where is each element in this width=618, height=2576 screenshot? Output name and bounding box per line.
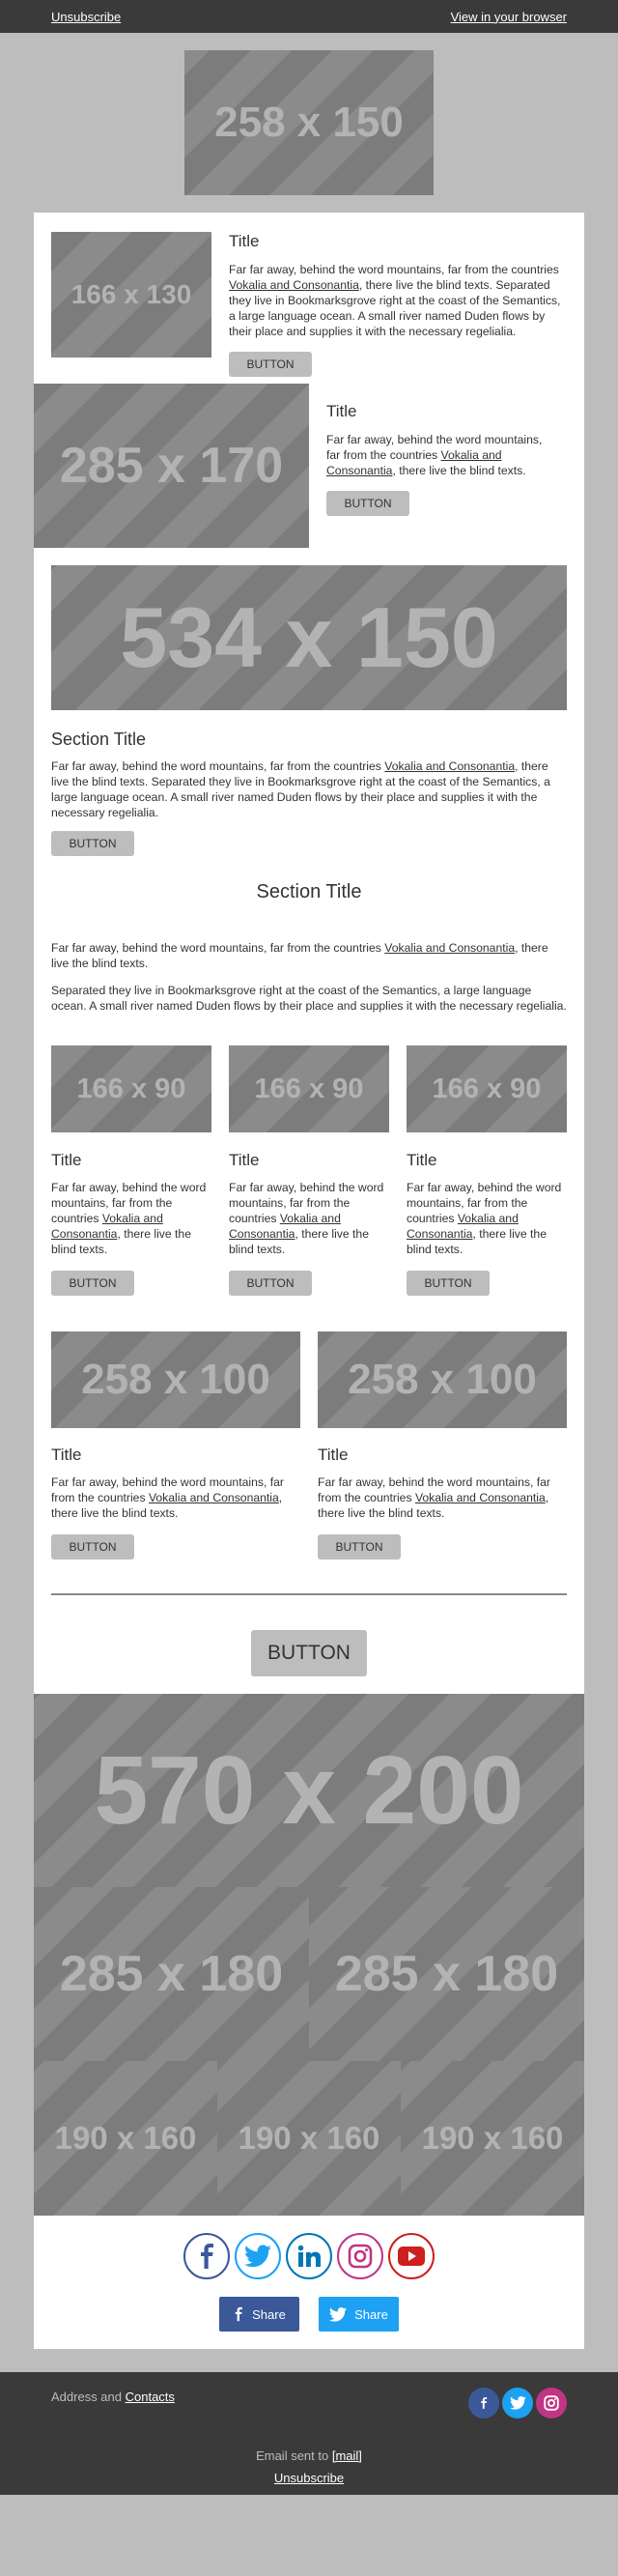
- block3-title: Section Title: [51, 730, 147, 749]
- content-block-3: [34, 548, 584, 856]
- twitter-share-label: Share: [354, 2306, 388, 2322]
- view-in-browser-link[interactable]: View in your browser: [450, 9, 567, 24]
- column-title: Title: [51, 1445, 82, 1464]
- column-image: 166 x 90: [229, 1045, 389, 1132]
- column-card: [51, 1045, 211, 1296]
- block2-link[interactable]: Vokalia and Consonantia: [326, 448, 502, 477]
- text-section: [34, 856, 584, 1014]
- email-sent-note: Email sent to [mail]: [256, 2448, 362, 2463]
- content-block-1: [34, 213, 584, 377]
- footer-social: [468, 2388, 567, 2419]
- mail-link[interactable]: [mail]: [331, 2448, 362, 2463]
- footer-unsubscribe: [0, 2471, 618, 2485]
- column-text: Far far away, behind the word mountains, far from the countries Vokalia and Consonantia, there live the blind texts.: [51, 1181, 207, 1256]
- column-text: Far far away, behind the word mountains, far from the countries Vokalia and Consonantia, there live the blind texts.: [318, 1475, 550, 1520]
- column-image: 166 x 90: [407, 1045, 567, 1132]
- image-gallery: [34, 1694, 584, 2216]
- share-buttons: [34, 2279, 584, 2349]
- main-cta-button[interactable]: BUTTON: [251, 1630, 367, 1676]
- facebook-share-label: Share: [252, 2306, 286, 2322]
- facebook-share-button[interactable]: [219, 2297, 299, 2332]
- section-paragraph-2: Separated they live in Bookmarksgrove right at the coast of the Semantics, a large language ocean. A small river named Duden flows by their place and supplies it with the necessary regelialia.: [51, 984, 567, 1013]
- block2-text: Far far away, behind the word mountains, far from the countries Vokalia and Consonantia, there live the blind texts.: [326, 433, 543, 477]
- column-text: Far far away, behind the word mountains, far from the countries Vokalia and Consonantia, there live the blind texts.: [407, 1181, 562, 1256]
- column-button[interactable]: BUTTON: [407, 1271, 490, 1296]
- column-card: [51, 1331, 300, 1560]
- column-image: 258 x 100: [51, 1331, 300, 1428]
- column-image: 166 x 90: [51, 1045, 211, 1132]
- gallery-image: 285 x 180: [309, 1887, 584, 2061]
- twitter-icon[interactable]: [502, 2388, 533, 2419]
- block3-text: Far far away, behind the word mountains, far from the countries Vokalia and Consonantia, there live the blind texts. Separated they live in Bookmarksgrove right at the coast of the Semantics, a large language ocean. A small river named Duden flows by their place and supplies it with the necessary regelialia.: [51, 759, 550, 819]
- column-button[interactable]: BUTTON: [51, 1534, 134, 1560]
- column-link[interactable]: Vokalia and Consonantia: [407, 1212, 519, 1241]
- block1-button[interactable]: BUTTON: [229, 352, 312, 377]
- top-bar: [0, 0, 618, 33]
- block2-title: Title: [326, 402, 357, 420]
- section-title: Section Title: [256, 881, 362, 902]
- contacts-link[interactable]: Contacts: [125, 2390, 175, 2404]
- hero-image: 258 x 150: [184, 50, 434, 195]
- youtube-icon[interactable]: [388, 2233, 435, 2279]
- unsubscribe-link[interactable]: Unsubscribe: [51, 9, 122, 24]
- twitter-icon[interactable]: [235, 2233, 281, 2279]
- column-image: 258 x 100: [318, 1331, 567, 1428]
- block3-button[interactable]: BUTTON: [51, 831, 134, 856]
- hero: [0, 33, 618, 213]
- column-title: Title: [51, 1151, 82, 1169]
- column-link[interactable]: Vokalia and Consonantia: [148, 1491, 279, 1504]
- facebook-icon: [233, 2305, 244, 2323]
- column-button[interactable]: BUTTON: [229, 1271, 312, 1296]
- block2-image: 285 x 170: [34, 384, 309, 548]
- block3-link[interactable]: Vokalia and Consonantia: [384, 759, 516, 773]
- column-title: Title: [229, 1151, 260, 1169]
- block1-title: Title: [229, 232, 260, 250]
- gallery-image: 190 x 160: [34, 2061, 217, 2216]
- block1-image: 166 x 130: [51, 232, 211, 358]
- block1-text: Far far away, behind the word mountains, far from the countries Vokalia and Consonantia, there live the blind texts. Separated they live in Bookmarksgrove right at the coast of the Semantics, a large language ocean. A small river named Duden flows by their place and supplies it with the necessary regelialia.: [229, 263, 561, 338]
- linkedin-icon[interactable]: [286, 2233, 332, 2279]
- instagram-icon[interactable]: [536, 2388, 567, 2419]
- instagram-icon[interactable]: [337, 2233, 383, 2279]
- column-button[interactable]: BUTTON: [318, 1534, 401, 1560]
- column-card: [318, 1331, 567, 1560]
- block3-image: 534 x 150: [51, 565, 567, 710]
- section-paragraph-1: Far far away, behind the word mountains, far from the countries Vokalia and Consonantia, there live the blind texts.: [51, 941, 548, 970]
- gallery-image: 190 x 160: [217, 2061, 401, 2216]
- content-block-2: [34, 377, 584, 548]
- gallery-image: 285 x 180: [34, 1887, 309, 2061]
- column-button[interactable]: BUTTON: [51, 1271, 134, 1296]
- section-link[interactable]: Vokalia and Consonantia: [384, 941, 516, 955]
- column-title: Title: [318, 1445, 349, 1464]
- column-title: Title: [407, 1151, 437, 1169]
- three-column-row: [34, 1045, 584, 1296]
- block1-link[interactable]: Vokalia and Consonantia: [229, 278, 359, 292]
- column-link[interactable]: Vokalia and Consonantia: [51, 1212, 163, 1241]
- column-card: [229, 1045, 389, 1296]
- column-text: Far far away, behind the word mountains, far from the countries Vokalia and Consonantia, there live the blind texts.: [51, 1475, 284, 1520]
- column-card: [407, 1045, 567, 1296]
- facebook-icon[interactable]: [468, 2388, 499, 2419]
- twitter-icon: [329, 2307, 347, 2322]
- email-body: [34, 213, 584, 2349]
- facebook-icon[interactable]: [183, 2233, 230, 2279]
- twitter-share-button[interactable]: [319, 2297, 399, 2332]
- block2-button[interactable]: BUTTON: [326, 491, 409, 516]
- gallery-image: 190 x 160: [401, 2061, 584, 2216]
- footer: [0, 2372, 618, 2495]
- social-links: [34, 2216, 584, 2279]
- column-text: Far far away, behind the word mountains, far from the countries Vokalia and Consonantia, there live the blind texts.: [229, 1181, 384, 1256]
- column-link[interactable]: Vokalia and Consonantia: [229, 1212, 341, 1241]
- footer-address: Address and Contacts: [51, 2390, 175, 2404]
- two-column-row: [34, 1331, 584, 1560]
- column-link[interactable]: Vokalia and Consonantia: [414, 1491, 546, 1504]
- gallery-image: 570 x 200: [34, 1694, 584, 1887]
- footer-unsubscribe-link[interactable]: Unsubscribe: [273, 2471, 345, 2485]
